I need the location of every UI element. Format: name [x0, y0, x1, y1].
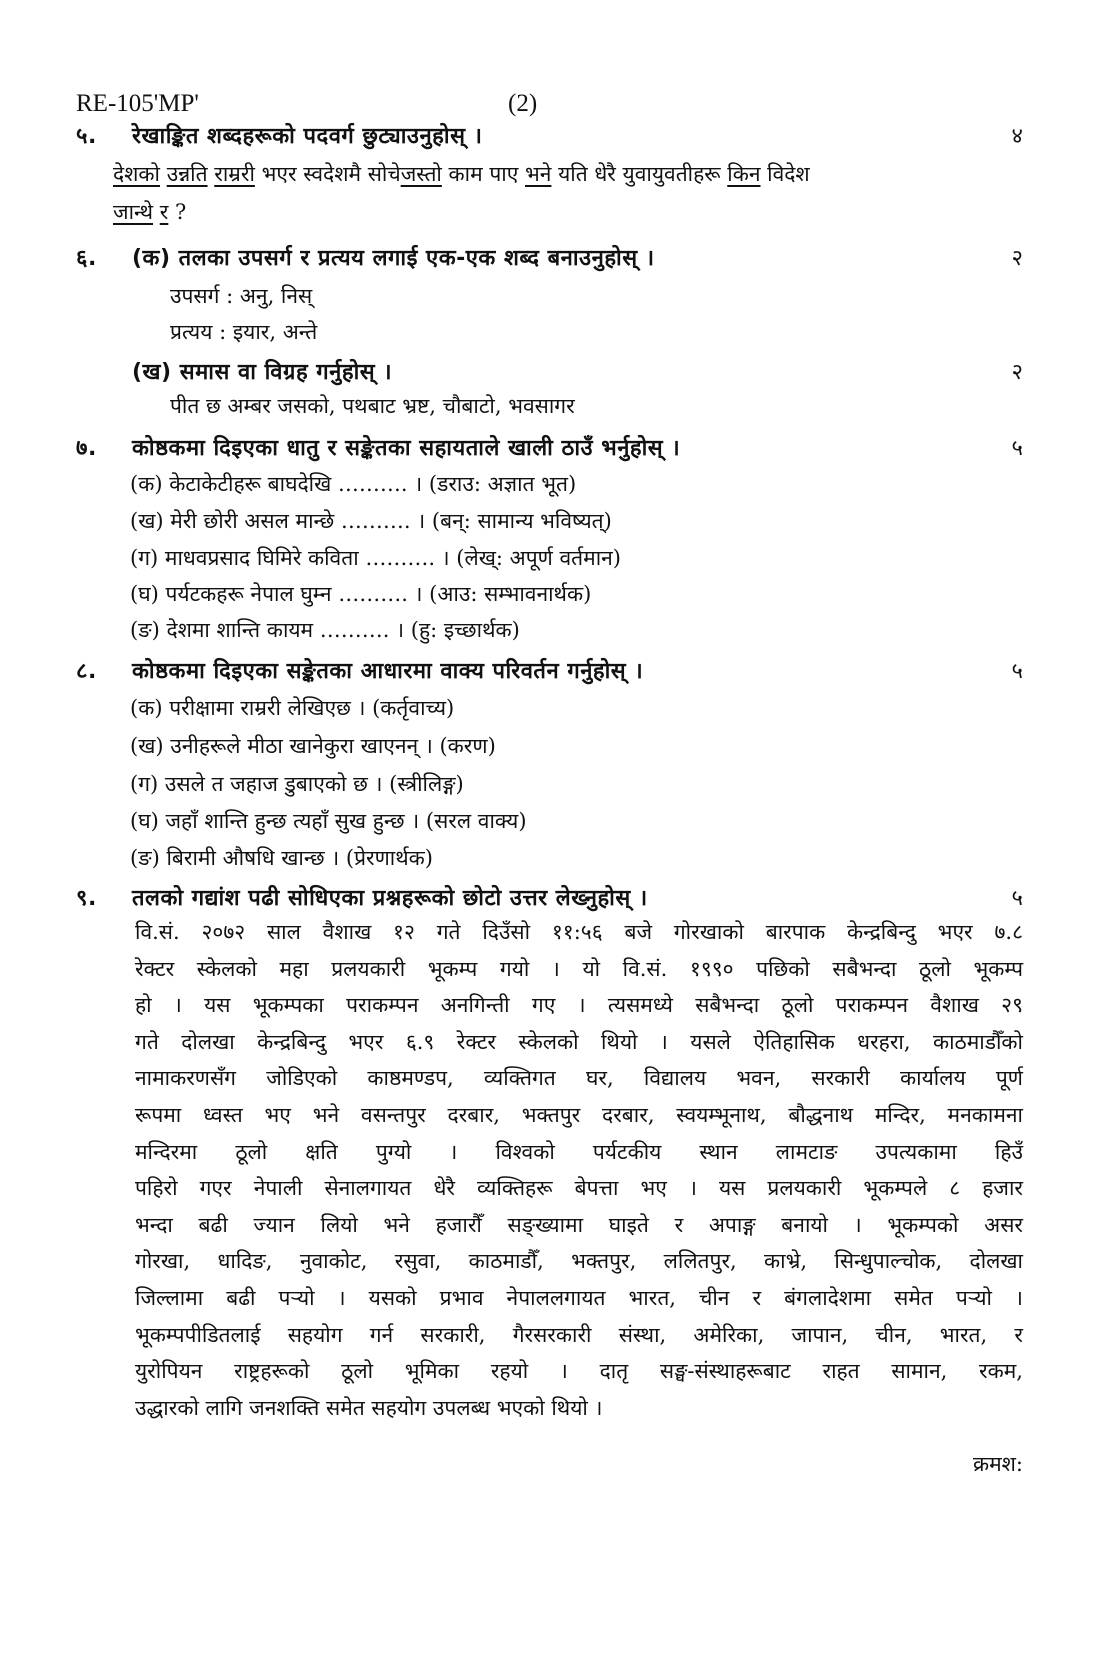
- passage-line: भूकम्पपीडितलाई सहयोग गर्न सरकारी, गैरसरकारी संस्था, अमेरिका, जापान, चीन, भारत, र: [135, 1322, 1023, 1347]
- list-item: (ङ) बिरामी औषधि खान्छ । (प्रेरणार्थक): [130, 846, 433, 870]
- question-number: ७.: [76, 436, 97, 461]
- underlined-word: उन्नति: [166, 162, 208, 186]
- passage: [135, 914, 1023, 1426]
- passage-line: उद्धारको लागि जनशक्ति समेत सहयोग उपलब्ध भएको थियो ।: [135, 1395, 603, 1420]
- text: काम पाए: [441, 162, 525, 186]
- underlined-word: देशको: [113, 162, 160, 186]
- marks: ५: [1011, 659, 1023, 684]
- underlined-word: राम्ररी: [214, 162, 255, 186]
- text: [160, 162, 167, 186]
- marks: ४: [1011, 124, 1023, 149]
- underlined-word: र: [159, 200, 169, 224]
- list-item: (क) केटाकेटीहरू बाघदेखि ………. । (डराउ: अज्ञात भूत): [130, 472, 577, 496]
- continued-note: क्रमश:: [972, 1452, 1023, 1476]
- paper-code: RE-105'MP': [76, 90, 199, 117]
- question-number: ९.: [76, 886, 97, 911]
- passage-line: मन्दिरमा ठूलो क्षति पुग्यो । विश्वको पर्यटकीय स्थान लामटाङ उपत्यकामा हिउँ: [135, 1139, 1023, 1164]
- passage-line: रेक्टर स्केलको महा प्रलयकारी भूकम्प गयो । यो वि.सं. १९९० पछिको सबैभन्दा ठूलो भूकम्प: [135, 956, 1023, 981]
- list-item: (ख) मेरी छोरी असल मान्छे ………. । (बन्: सामान्य भविष्यत्): [130, 509, 612, 533]
- compound-words-line: पीत छ अम्बर जसको, पथबाट भ्रष्ट, चौबाटो, भवसागर: [170, 394, 575, 418]
- underlined-word: भने: [525, 162, 552, 186]
- list-item: (घ) जहाँ शान्ति हुन्छ त्यहाँ सुख हुन्छ । (सरल वाक्य): [130, 809, 527, 833]
- list-item: (ख) उनीहरूले मीठा खानेकुरा खाएनन् । (करण): [130, 734, 496, 758]
- underlined-word: जान्थे: [113, 200, 154, 224]
- question-number: ८.: [76, 659, 97, 684]
- passage-line: गते दोलखा केन्द्रबिन्दु भएर ६.९ रेक्टर स्केलको थियो । यसले ऐतिहासिक धरहरा, काठमाडौँको: [135, 1029, 1023, 1054]
- q5-sentence-line-1: [113, 160, 810, 188]
- question-title: रेखाङ्कित शब्दहरूको पदवर्ग छुट्याउनुहोस् ।: [132, 124, 483, 149]
- passage-line: वि.सं. २०७२ साल वैशाख १२ गते दिउँसो ११:५६ बजे गोरखाको बारपाक केन्द्रबिन्दु भएर ७.८: [135, 920, 1023, 944]
- question-title: (क) तलका उपसर्ग र प्रत्यय लगाई एक-एक शब्द बनाउनुहोस् ।: [132, 246, 655, 271]
- text: भएर स्वदेशमै सोचे: [254, 162, 401, 186]
- question-6b-title: (ख) समास वा विग्रह गर्नुहोस् ।: [132, 360, 393, 385]
- marks: २: [1011, 360, 1023, 385]
- list-item: (क) परीक्षामा राम्ररी लेखिएछ । (कर्तृवाच्य): [130, 696, 455, 720]
- question-title: कोष्ठकमा दिइएका सङ्केतका आधारमा वाक्य परिवर्तन गर्नुहोस् ।: [132, 659, 644, 684]
- text: [153, 200, 160, 224]
- list-item: (घ) पर्यटकहरू नेपाल घुम्न ………. । (आउ: सम्भावनार्थक): [130, 582, 592, 606]
- question-number: ६.: [76, 246, 97, 271]
- list-item: (ग) उसले त जहाज डुबाएको छ । (स्त्रीलिङ्ग): [130, 772, 464, 796]
- underlined-word: किन: [727, 162, 761, 186]
- passage-line: जिल्लामा बढी पऱ्यो । यसको प्रभाव नेपाललगायत भारत, चीन र बंगलादेशमा समेत पऱ्यो ।: [135, 1285, 1023, 1310]
- text: विदेश: [760, 162, 810, 186]
- q5-sentence-line-2: [113, 198, 186, 226]
- list-item: (ग) माधवप्रसाद घिमिरे कविता ………. । (लेख्: अपूर्ण वर्तमान): [130, 546, 621, 570]
- question-title: तलको गद्यांश पढी सोधिएका प्रश्नहरूको छोटो उत्तर लेख्नुहोस् ।: [132, 886, 648, 911]
- text: यति धेरै युवायुवतीहरू: [551, 162, 728, 186]
- passage-line: नामाकरणसँग जोडिएको काष्ठमण्डप, व्यक्तिगत घर, विद्यालय भवन, सरकारी कार्यालय पूर्ण: [135, 1066, 1023, 1091]
- text: ?: [168, 200, 187, 224]
- marks: ५: [1011, 436, 1023, 461]
- passage-line: हो । यस भूकम्पका पराकम्पन अनगिन्ती गए । त्यसमध्ये सबैभन्दा ठूलो पराकम्पन वैशाख २९: [135, 993, 1023, 1018]
- suffix-line: प्रत्यय : इयार, अन्ते: [170, 320, 318, 344]
- passage-line: युरोपियन राष्ट्रहरूको ठूलो भूमिका रहयो । दातृ सङ्घ-संस्थाहरूबाट राहत सामान, रकम,: [135, 1359, 1023, 1384]
- passage-line: रूपमा ध्वस्त भए भने वसन्तपुर दरबार, भक्तपुर दरबार, स्वयम्भूनाथ, बौद्धनाथ मन्दिर, मनकामना: [135, 1102, 1023, 1127]
- list-item: (ङ) देशमा शान्ति कायम ………. । (हु: इच्छार्थक): [130, 618, 520, 642]
- marks: २: [1011, 246, 1023, 271]
- question-title: कोष्ठकमा दिइएका धातु र सङ्केतका सहायताले खाली ठाउँ भर्नुहोस् ।: [132, 436, 681, 461]
- passage-line: पहिरो गएर नेपाली सेनालगायत धेरै व्यक्तिहरू बेपत्ता भए । यस प्रलयकारी भूकम्पले ८ हजार: [135, 1176, 1023, 1201]
- question-number: ५.: [76, 124, 97, 149]
- passage-line: गोरखा, धादिङ, नुवाकोट, रसुवा, काठमाडौँ, भक्तपुर, ललितपुर, काभ्रे, सिन्धुपाल्चोक, दोलखा: [135, 1249, 1023, 1274]
- prefix-line: उपसर्ग : अनु, निस्: [170, 284, 313, 308]
- underlined-word: जस्तो: [400, 162, 442, 186]
- passage-line: भन्दा बढी ज्यान लियो भने हजारौँ सङ्ख्यामा घाइते र अपाङ्ग बनायो । भूकम्पको असर: [135, 1212, 1023, 1237]
- marks: ५: [1011, 886, 1023, 911]
- page-number: (2): [508, 90, 538, 117]
